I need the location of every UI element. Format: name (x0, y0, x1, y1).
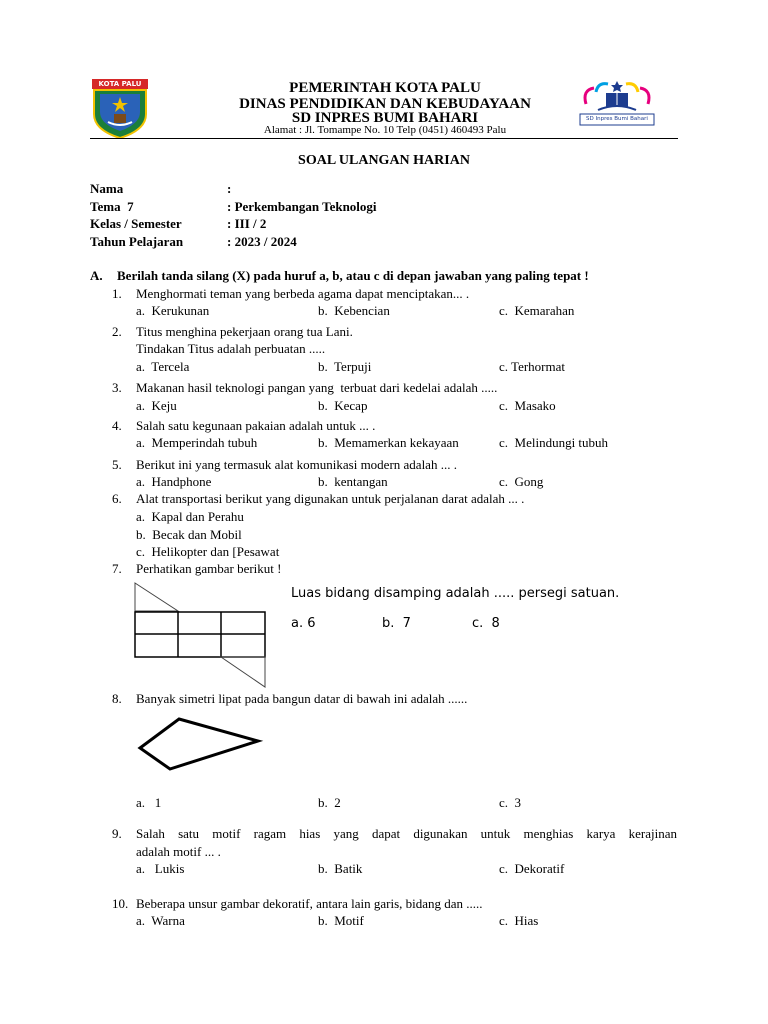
identity-value-tahun: : 2023 / 2024 (227, 234, 297, 249)
option-b: b. kentangan (318, 474, 388, 489)
identity-label-tema: Tema 7 (90, 199, 134, 214)
school-logo-text: SD Inpres Bumi Bahari (586, 116, 648, 122)
question-number: 9. (112, 826, 122, 841)
option-c: c. Hias (499, 913, 539, 928)
identity-value-kelas: : III / 2 (227, 216, 267, 231)
option-b: b. Kebencian (318, 303, 390, 318)
option-c: c. Terhormat (499, 359, 565, 374)
question-side-text: Luas bidang disamping adalah ..... persegi satuan. (291, 586, 620, 601)
question-text: Salah satu kegunaan pakaian adalah untuk ... . (136, 418, 376, 433)
question-text-line-2: adalah motif ... . (136, 844, 221, 859)
option-a: a. 6 (291, 616, 316, 631)
question-number: 6. (112, 491, 122, 506)
question-text: Salah satu motif ragam hias yang dapat digunakan untuk menghias karya kerajinan (136, 826, 677, 841)
option-a: a. Keju (136, 398, 177, 413)
kite-shape-figure (135, 714, 265, 774)
question-text: Perhatikan gambar berikut ! (136, 561, 282, 576)
option-c: c. 3 (499, 795, 522, 810)
section-letter: A. (90, 268, 103, 283)
header-line-3: SD INPRES BUMI BAHARI (291, 110, 479, 126)
option-a: a. Warna (136, 913, 185, 928)
option-a: a. Handphone (136, 474, 212, 489)
question-text: Titus menghina pekerjaan orang tua Lani. (136, 324, 353, 339)
option-b: b. Batik (318, 861, 363, 876)
school-logo (572, 80, 662, 132)
option-b: b. 7 (382, 616, 411, 631)
question-text: Beberapa unsur gambar dekoratif, antara lain garis, bidang dan ..... (136, 896, 483, 911)
question-text: Banyak simetri lipat pada bangun datar di bawah ini adalah ...... (136, 691, 468, 706)
option-c: c. Dekoratif (499, 861, 565, 876)
option-a: a. Memperindah tubuh (136, 435, 258, 450)
option-a: a. Kapal dan Perahu (136, 509, 244, 524)
option-b: b. Becak dan Mobil (136, 527, 242, 542)
question-text: Alat transportasi berikut yang digunakan untuk perjalanan darat adalah ... . (136, 491, 525, 506)
option-c: c. Masako (499, 398, 556, 413)
option-c: c. Kemarahan (499, 303, 575, 318)
question-number: 5. (112, 457, 122, 472)
question-text: Berikut ini yang termasuk alat komunikasi modern adalah ... . (136, 457, 457, 472)
option-b: b. Motif (318, 913, 364, 928)
page-title: SOAL ULANGAN HARIAN (298, 153, 470, 168)
section-instruction: Berilah tanda silang (X) pada huruf a, b, atau c di depan jawaban yang paling tepat ! (117, 268, 589, 283)
option-c: c. 8 (472, 616, 500, 631)
option-a: a. Kerukunan (136, 303, 210, 318)
kota-palu-logo (88, 78, 158, 140)
identity-value-tema: : Perkembangan Teknologi (227, 199, 377, 214)
option-b: b. Terpuji (318, 359, 372, 374)
question-text-line-2: Tindakan Titus adalah perbuatan ..... (136, 341, 326, 356)
option-c: c. Helikopter dan [Pesawat (136, 544, 280, 559)
question-number: 7. (112, 561, 122, 576)
header-line-2: DINAS PENDIDIKAN DAN KEBUDAYAAN (239, 96, 531, 112)
question-text: Makanan hasil teknologi pangan yang terbuat dari kedelai adalah ..... (136, 380, 498, 395)
identity-label-kelas: Kelas / Semester (90, 216, 182, 231)
header-line-1: PEMERINTAH KOTA PALU (289, 80, 481, 96)
header-divider (90, 138, 678, 139)
option-c: c. Melindungi tubuh (499, 435, 609, 450)
kota-palu-logo-text: KOTA PALU (98, 80, 142, 88)
question-number: 8. (112, 691, 122, 706)
option-a: a. Lukis (136, 861, 185, 876)
header-address: Alamat : Jl. Tomampe No. 10 Telp (0451) 460493 Palu (263, 124, 507, 136)
option-a: a. 1 (136, 795, 162, 810)
option-b: b. Kecap (318, 398, 368, 413)
question-number: 10. (112, 896, 129, 911)
identity-label-tahun: Tahun Pelajaran (90, 234, 184, 249)
grid-figure (130, 580, 270, 690)
question-text: Menghormati teman yang berbeda agama dapat menciptakan... . (136, 286, 470, 301)
question-number: 1. (112, 286, 122, 301)
identity-label-nama: Nama (90, 181, 124, 196)
identity-value-nama: : (227, 181, 232, 196)
option-c: c. Gong (499, 474, 544, 489)
option-b: b. Memamerkan kekayaan (318, 435, 459, 450)
question-number: 2. (112, 324, 122, 339)
option-b: b. 2 (318, 795, 341, 810)
question-number: 3. (112, 380, 122, 395)
question-number: 4. (112, 418, 122, 433)
option-a: a. Tercela (136, 359, 190, 374)
